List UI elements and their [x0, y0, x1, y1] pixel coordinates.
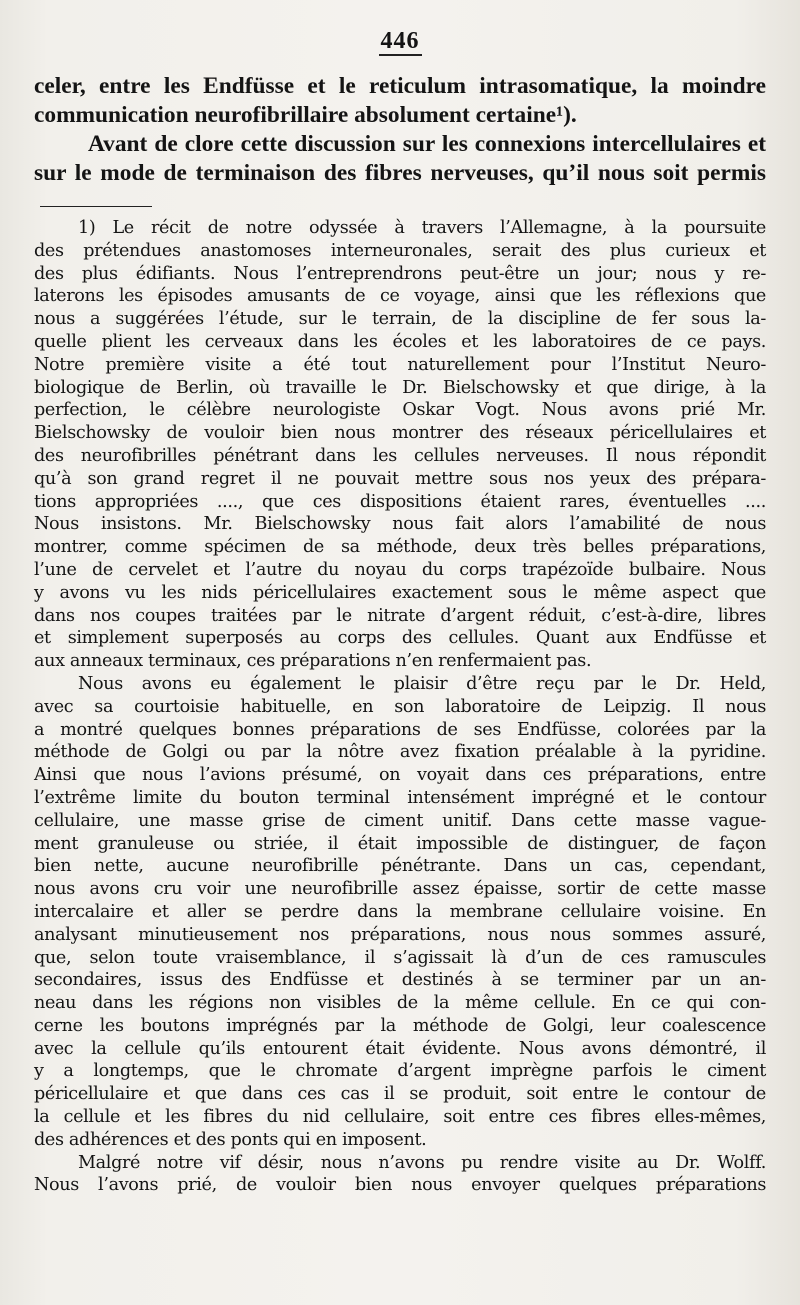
footnote-line: secondaires, issus des Endfüsse et destinés à se terminer par un an- — [34, 970, 766, 991]
footnote-line: analysant minutieusement nos préparations, nous nous sommes assuré, — [34, 924, 766, 945]
footnote-line: l’une de cervelet et l’autre du noyau du corps trapézoïde bulbaire. Nous — [34, 559, 766, 580]
footnote-line: quelle plient les cerveaux dans les écoles et les laboratoires de ce pays. — [34, 331, 766, 352]
footnote-line: méthode de Golgi ou par la nôtre avez fixation préalable à la pyridine. — [34, 742, 766, 763]
footnote-separator — [40, 206, 152, 207]
footnote-block — [34, 217, 766, 1197]
footnote-line: cellulaire, une masse grise de ciment unitif. Dans cette masse vague- — [34, 810, 766, 831]
footnote-line: nous a suggérées l’étude, sur le terrain, de la discipline de fer sous la- — [34, 309, 766, 330]
footnote-line: ment granuleuse ou striée, il était impossible de distinguer, de façon — [34, 833, 766, 854]
footnote-line: des adhérences et des ponts qui en imposent. — [34, 1129, 427, 1150]
footnote-line: la cellule et les fibres du nid cellulaire, soit entre ces fibres elles-mêmes, — [34, 1107, 766, 1128]
footnote-line: bien nette, aucune neurofibrille pénétrante. Dans un cas, cependant, — [34, 856, 766, 877]
main-text-block — [34, 72, 766, 188]
page-number: 446 — [380, 28, 420, 54]
footnote-line: Nous l’avons prié, de vouloir bien nous envoyer quelques préparations — [34, 1175, 766, 1196]
footnote-line: des prétendues anastomoses interneuronales, serait des plus curieux et — [34, 240, 766, 261]
footnote-line: perfection, le célèbre neurologiste Oskar Vogt. Nous avons prié Mr. — [34, 400, 766, 421]
footnote-line: intercalaire et aller se perdre dans la membrane cellulaire voisine. En — [34, 901, 766, 922]
footnote-line: biologique de Berlin, où travaille le Dr. Bielschowsky et que dirige, à la — [34, 377, 766, 398]
footnote-line: laterons les épisodes amusants de ce voyage, ainsi que les réflexions que — [34, 286, 766, 307]
footnote-line: neau dans les régions non visibles de la même cellule. En ce qui con- — [34, 993, 766, 1014]
footnote-line: a montré quelques bonnes préparations de ses Endfüsse, colorées par la — [34, 719, 766, 740]
footnote-line: montrer, comme spécimen de sa méthode, deux très belles préparations, — [34, 537, 766, 558]
footnote-line: des neurofibrilles pénétrant dans les cellules nerveuses. Il nous répondit — [34, 445, 766, 466]
footnote-line: l’extrême limite du bouton terminal intensément imprégné et le contour — [34, 787, 766, 808]
main-text-line: sur le mode de terminaison des fibres nerveuses, qu’il nous soit permis — [34, 160, 766, 186]
footnote-line: qu’à son grand regret il ne pouvait mettre sous nos yeux des prépara- — [34, 468, 766, 489]
footnote-line: y a longtemps, que le chromate d’argent imprègne parfois le ciment — [34, 1061, 766, 1082]
footnote-line: tions appropriées ...., que ces dispositions étaient rares, éventuelles .... — [34, 491, 766, 512]
footnote-line: nous avons cru voir une neurofibrille assez épaisse, sortir de cette masse — [34, 879, 766, 900]
footnote-line: péricellulaire et que dans ces cas il se produit, soit entre le contour de — [34, 1084, 766, 1105]
footnote-line: Nous insistons. Mr. Bielschowsky nous fait alors l’amabilité de nous — [34, 514, 766, 535]
main-text-line: Avant de clore cette discussion sur les connexions intercellulaires et — [88, 131, 766, 157]
footnote-line: cerne les boutons imprégnés par la méthode de Golgi, leur coalescence — [34, 1015, 766, 1036]
main-text-line: communication neurofibrillaire absolument certaine¹). — [34, 102, 577, 128]
footnote-line: des plus édifiants. Nous l’entreprendrons peut-être un jour; nous y re- — [34, 263, 766, 284]
footnote-line: 1) Le récit de notre odyssée à travers l’Allemagne, à la poursuite — [78, 218, 766, 238]
footnote-line: avec la cellule qu’ils entourent était évidente. Nous avons démontré, il — [34, 1038, 766, 1059]
footnote-line: Malgré notre vif désir, nous n’avons pu rendre visite au Dr. Wolff. — [78, 1152, 766, 1173]
footnote-line: Ainsi que nous l’avions présumé, on voyait dans ces préparations, entre — [34, 765, 766, 786]
footnote-line: Nous avons eu également le plaisir d’être reçu par le Dr. Held, — [78, 673, 766, 694]
footnote-line: avec sa courtoisie habituelle, en son laboratoire de Leipzig. Il nous — [34, 696, 766, 717]
footnote-line: dans nos coupes traitées par le nitrate d’argent réduit, c’est-à-dire, libres — [34, 605, 766, 626]
footnote-line: aux anneaux terminaux, ces préparations n’en renfermaient pas. — [34, 651, 592, 672]
footnote-line: y avons vu les nids péricellulaires exactement sous le même aspect que — [34, 582, 766, 603]
footnote-line: et simplement superposés au corps des cellules. Quant aux Endfüsse et — [34, 628, 766, 649]
footnote-line: Bielschowsky de vouloir bien nous montrer des réseaux péricellulaires et — [34, 423, 766, 444]
footnote-line: que, selon toute vraisemblance, il s’agissait là d’un de ces ramuscules — [34, 947, 766, 968]
footnote-line: Notre première visite a été tout naturellement pour l’Institut Neuro- — [34, 354, 766, 375]
main-text-line: celer, entre les Endfüsse et le reticulum intrasomatique, la moindre — [34, 73, 766, 99]
